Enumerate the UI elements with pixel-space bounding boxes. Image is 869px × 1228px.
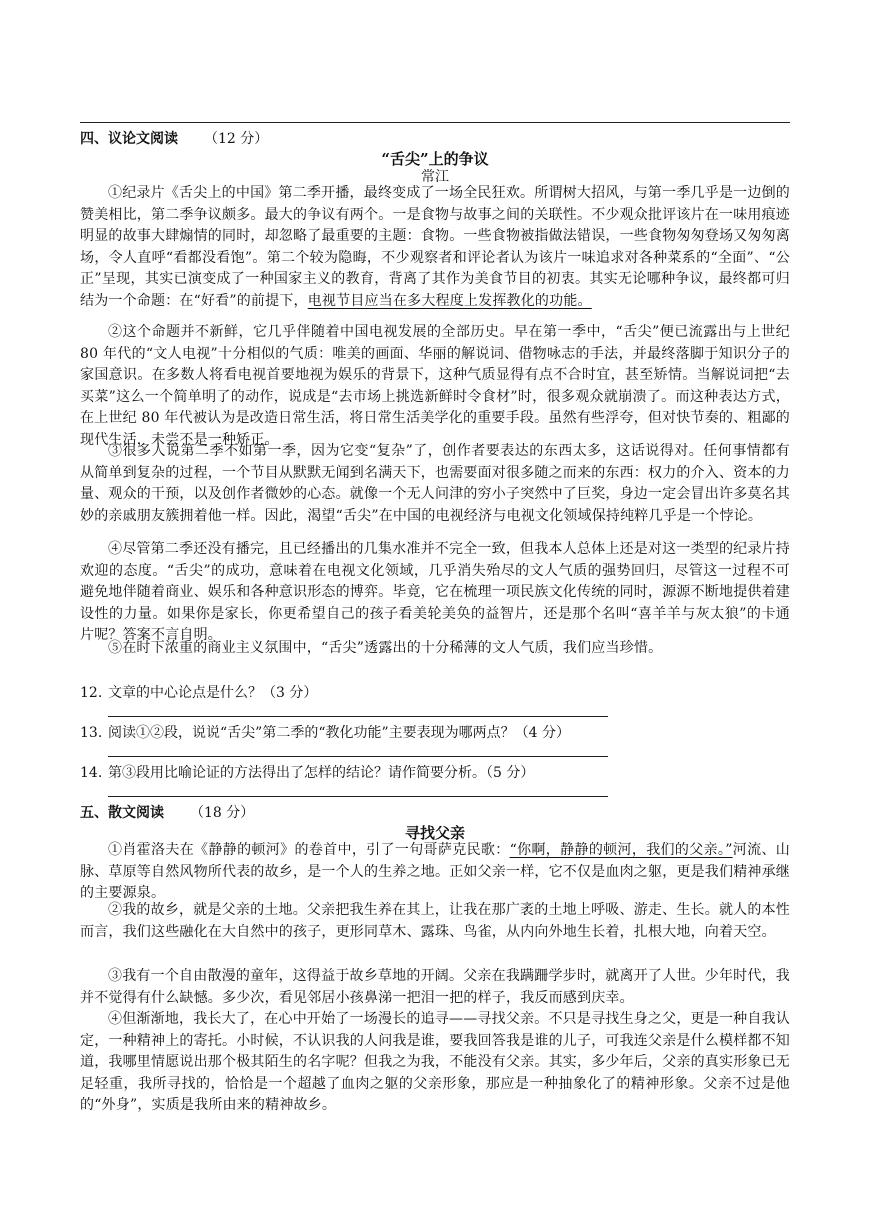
question-13-text: 阅读①②段，说说“舌尖”第二季的“教化功能”主要表现为哪两点？（4 分）	[108, 725, 570, 741]
question-13-number: 13.	[80, 725, 103, 741]
article4-p1-text: ①纪录片《舌尖上的中国》第二季开播，最终变成了一场全民狂欢。所谓树大招风，与第一季几乎是一边倒的赞美相比，第二季争议颇多。最大的争议有两个。一是食物与故事之间的关联性。不少观众批评该片在一味用痕迹明显的故事大肆煽情的同时，却忽略了最重要的主题：食物。一些食物被指做法错误，一些食物匆匆登场又匆匆离场，令人直呼“看都没看饱”。第二个较为隐晦，不少观察者和评论者认为该片一味追求对各种菜系的“全面”、“公正”呈现，其实已演变成了一种国家主义的教育，背离了其作为美食节目的初衷。其实无论哪种争议，最终都可归结为一个命题：在“好看”的前提下，	[80, 185, 790, 309]
question-13	[80, 722, 570, 742]
article5-title: 寻找父亲	[404, 824, 465, 842]
question-12-number: 12.	[80, 685, 103, 701]
article5-paragraph-1	[80, 840, 790, 905]
top-rule	[80, 122, 790, 123]
article5-p1-text-2: 河流、山脉、草原等自然风物所代表的故乡，是一个人的生养之地。正如父亲一样，它不仅是血肉之躯，更是我们精神承继的主要源泉。	[80, 842, 790, 901]
article4-paragraph-3: ③很多人说第二季不如第一季，因为它变“复杂”了，创作者要表达的东西太多，这话说得对。任何事情都有从简单到复杂的过程，一个节目从默默无闻到名满天下，也需要面对很多随之而来的东西：权力的介入、资本的力量、观众的干预，以及创作者微妙的心态。就像一个无人问津的穷小子突然中了巨奖，身边一定会冒出许多莫名其妙的亲戚朋友簇拥着他一样。因此，渴望“舌尖”在中国的电视经济与电视文化领域保持纯粹几乎是一个悖论。	[80, 443, 790, 524]
section4-heading	[80, 128, 268, 148]
article4-title: “舌尖”上的争议	[381, 150, 489, 168]
section5-title: 五、散文阅读	[80, 805, 164, 821]
question-12	[80, 682, 317, 702]
article5-paragraph-2: ②我的故乡，就是父亲的土地。父亲把我生养在其上，让我在那广袤的土地上呼吸、游走、生长。就人的本性而言，我们这些融化在大自然中的孩子，更形同草木、露珠、鸟雀，从内向外地生长着，扎根大地，向着天空。	[80, 902, 790, 940]
article5-paragraph-4: ④但渐渐地，我长大了，在心中开始了一场漫长的追寻——寻找父亲。不只是寻找生身之父，更是一种自我认定，一种精神上的寄托。小时候，不认识我的人问我是谁，要我回答我是谁的儿子，可我连父亲是什么模样都不知道，我哪里情愿说出那个极其陌生的名字呢？但我之为我，不能没有父亲。其实，多少年后，父亲的真实形象已无足轻重，我所寻找的，恰恰是一个超越了血肉之躯的父亲形象，那应是一种抽象化了的精神形象。父亲不过是他的“外身”，实质是我所由来的精神故乡。	[80, 1011, 790, 1113]
article5-p1-underlined: “你啊，静静的顿河，我们的父亲。”	[509, 842, 733, 858]
question-14	[80, 762, 534, 782]
answer-line-13[interactable]	[108, 756, 608, 757]
section5-heading	[80, 802, 254, 822]
question-14-number: 14.	[80, 765, 103, 781]
question-14-text: 第③段用比喻论证的方法得出了怎样的结论？请作简要分析。（5 分）	[108, 765, 535, 781]
article5-p1-text: ①肖霍洛夫在《静静的顿河》的卷首中，引了一句哥萨克民歌：	[108, 842, 510, 858]
article4-paragraph-4: ④尽管第二季还没有播完，且已经播出的几集水准并不完全一致，但我本人总体上还是对这一类型的纪录片持欢迎的态度。“舌尖”的成功，意味着在电视文化领域，几乎消失殆尽的文人气质的强势回归，尽管这一过程不可避免地伴随着商业、娱乐和各种意识形态的博弈。毕竟，它在梳理一项民族文化传统的同时，源源不断地提供着建设性的力量。如果你是家长，你更希望自己的孩子看美轮美奂的益智片，还是那个名叫“喜羊羊与灰太狼”的卡通片呢？答案不言自明。	[80, 541, 790, 643]
answer-line-14[interactable]	[108, 796, 608, 797]
article4-paragraph-5: ⑤在时下浓重的商业主义氛围中，“舌尖”透露出的十分稀薄的文人气质，我们应当珍惜。	[108, 640, 663, 656]
question-12-text: 文章的中心论点是什么？（3 分）	[108, 685, 318, 701]
section5-score: （18 分）	[190, 805, 255, 821]
answer-line-12[interactable]	[108, 716, 608, 717]
article4-paragraph-1	[80, 183, 790, 312]
article5-paragraph-3: ③我有一个自由散漫的童年，这得益于故乡草地的开阔。父亲在我蹒跚学步时，就离开了人世。少年时代，我并不觉得有什么缺憾。多少次，看见邻居小孩鼻涕一把泪一把的样子，我反而感到庆幸。	[80, 968, 790, 1006]
article4-p1-underlined: 电视节目应当在多大程度上发挥教化的功能。	[307, 292, 592, 309]
section4-title: 四、议论文阅读	[80, 131, 178, 147]
article4-author: 常江	[421, 169, 449, 185]
section4-score: （12 分）	[204, 131, 269, 147]
article4-paragraph-2: ②这个命题并不新鲜，它几乎伴随着中国电视发展的全部历史。早在第一季中，“舌尖”便已流露出与上世纪 80 年代的“文人电视”十分相似的气质：唯美的画面、华丽的解说词、借物咏志的手法，并最终落脚于知识分子的家国意识。在多数人将看电视首要地视为娱乐的背景下，这种气质显得有点不合时宜，甚至矫情。当解说词把“去买菜”这么一个简单明了的动作，说成是“去市场上挑选新鲜时令食材”时，很多观众就崩溃了。而这种表达方式，在上世纪 80 年代被认为是改造日常生活，将日常生活美学化的重要手段。虽然有些浮夸，但对快节奏的、粗鄙的现代生活，未尝不是一种矫正。	[80, 324, 790, 448]
